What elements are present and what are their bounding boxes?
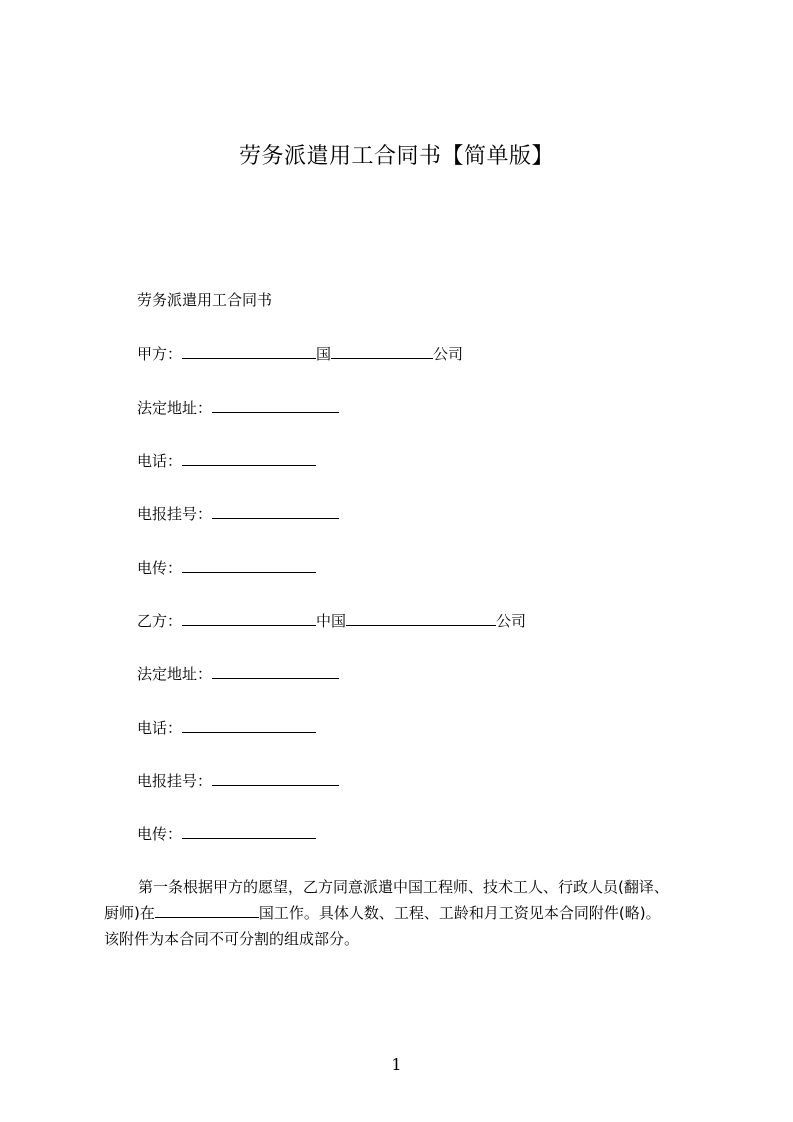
party-a-company-blank[interactable]	[331, 342, 433, 359]
party-a-fax-label: 电传：	[137, 559, 183, 577]
party-b-name-blank[interactable]	[182, 609, 316, 626]
party-a-address-blank[interactable]	[212, 396, 339, 413]
article-1-line-2-suffix: 国工作。具体人数、工程、工龄和月工资见本合同附件(略)。	[258, 904, 661, 922]
article-1-line-1: 第一条根据甲方的愿望，乙方同意派遣中国工程师、技术工人、行政人员(翻译、	[138, 878, 669, 896]
article-1-line-2	[104, 900, 724, 926]
party-b-address-line	[137, 662, 339, 685]
party-a-telegraph-line	[137, 502, 339, 525]
party-b-address-blank[interactable]	[212, 662, 339, 679]
party-a-label: 甲方：	[137, 345, 183, 363]
party-b-phone-line	[137, 716, 316, 739]
article-1-line-3: 该附件为本合同不可分割的组成部分。	[104, 930, 360, 948]
party-a-phone-label: 电话：	[137, 452, 183, 470]
page-number: 1	[391, 1055, 402, 1074]
party-b-company-blank[interactable]	[346, 609, 496, 626]
document-subtitle: 劳务派遣用工合同书	[137, 291, 273, 309]
party-b-telegraph-line	[137, 769, 339, 792]
party-b-phone-label: 电话：	[137, 719, 183, 737]
party-b-telegraph-blank[interactable]	[212, 769, 339, 786]
party-a-telegraph-label: 电报挂号：	[137, 505, 213, 523]
party-a-line	[137, 342, 463, 365]
party-a-fax-line	[137, 556, 316, 579]
party-a-address-line	[137, 396, 339, 419]
party-b-fax-line	[137, 822, 316, 845]
party-b-fax-label: 电传：	[137, 825, 183, 843]
party-a-name-blank[interactable]	[182, 342, 316, 359]
article-1-line-2-prefix: 厨师)在	[104, 904, 155, 922]
party-b-country-text: 中国	[316, 612, 347, 630]
party-a-phone-line	[137, 449, 316, 472]
article-1-paragraph	[104, 874, 724, 952]
party-a-address-label: 法定地址：	[137, 399, 213, 417]
party-a-phone-blank[interactable]	[182, 449, 316, 466]
party-a-telegraph-blank[interactable]	[212, 502, 339, 519]
article-1-country-blank[interactable]	[155, 901, 259, 918]
party-a-fax-blank[interactable]	[182, 556, 316, 573]
party-b-address-label: 法定地址：	[137, 665, 213, 683]
party-a-country-suffix: 国	[316, 345, 332, 363]
party-b-line	[137, 609, 526, 632]
document-title: 劳务派遣用工合同书【简单版】	[238, 144, 554, 169]
party-a-company-suffix: 公司	[433, 345, 464, 363]
party-b-phone-blank[interactable]	[182, 716, 316, 733]
party-b-company-suffix: 公司	[496, 612, 527, 630]
party-b-telegraph-label: 电报挂号：	[137, 772, 213, 790]
party-b-label: 乙方：	[137, 612, 183, 630]
party-b-fax-blank[interactable]	[182, 822, 316, 839]
